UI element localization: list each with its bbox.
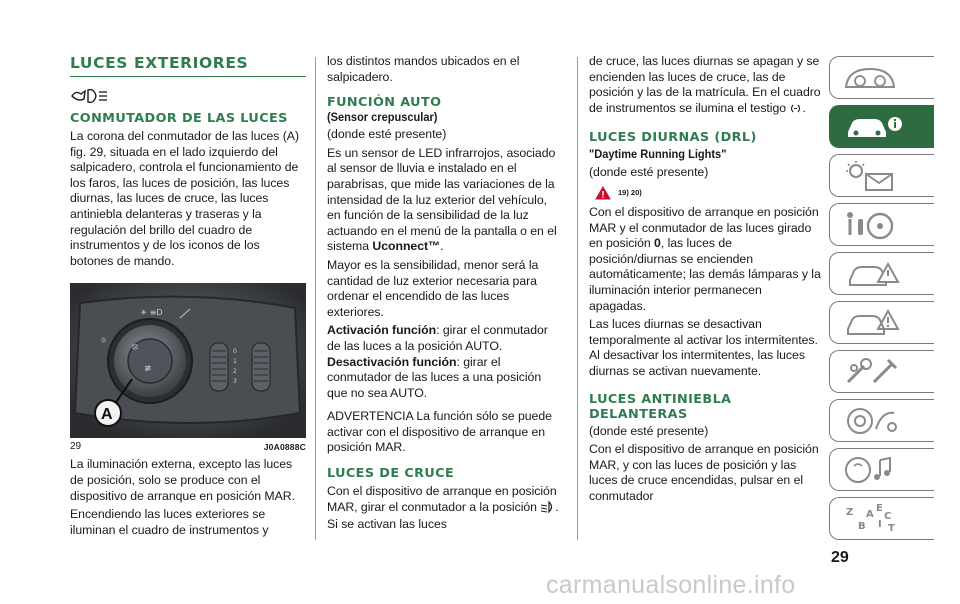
paragraph-iluminacion: La iluminación externa, excepto las luces de posición, solo se produce con el dispositivo de arranque en posición MAR. bbox=[70, 457, 295, 503]
column-divider-1 bbox=[315, 57, 316, 540]
svg-text:I: I bbox=[878, 518, 882, 530]
low-beam-icon bbox=[540, 501, 555, 518]
figure-number: 29 bbox=[70, 441, 82, 453]
paragraph-drl-2: Las luces diurnas se desactivan temporalmente al activar los intermitentes. Al desactivar los intermitentes, las luces diurnas se activan nuevamente. bbox=[589, 317, 818, 378]
paragraph-encendiendo: Encendiendo las luces exteriores se iluminan el cuadro de instrumentos y bbox=[70, 507, 269, 537]
warning-triangle-icon bbox=[842, 258, 902, 290]
light-switch-photo bbox=[70, 283, 306, 438]
technical-data-icon bbox=[842, 405, 898, 437]
availability-note-drl: (donde esté presente) bbox=[589, 165, 709, 180]
paragraph-cruce: Con el dispositivo de arranque en posición MAR, girar el conmutador a la posición . Si se activan las luces bbox=[327, 484, 559, 532]
paragraph-desactivacion: Desactivación función: girar el conmutador de las luces a una posición que no sea AUTO. bbox=[327, 354, 542, 400]
tab-technical-data[interactable] bbox=[829, 399, 934, 442]
service-tools-icon bbox=[842, 356, 898, 388]
svg-text:2: 2 bbox=[233, 368, 237, 376]
subtitle-drl: "Daytime Running Lights" bbox=[589, 147, 727, 162]
position-lights-icon bbox=[789, 103, 802, 119]
warning-triangle-icon bbox=[595, 186, 611, 200]
column-2 bbox=[327, 0, 563, 533]
column-divider-2 bbox=[577, 57, 578, 540]
multimedia-icon bbox=[842, 454, 898, 486]
safety-steering-icon bbox=[842, 209, 898, 241]
column-3 bbox=[589, 0, 821, 504]
subtitle-sensor: (Sensor crepuscular) bbox=[327, 110, 438, 125]
svg-text:E: E bbox=[876, 502, 883, 514]
svg-text:☀ ≡D: ☀ ≡D bbox=[140, 308, 163, 318]
figure-code: J0A0888C bbox=[263, 442, 306, 453]
continuation-paragraph-col3: de cruce, las luces diurnas se apagan y se encienden las luces de cruce, las de posición y las de la matrícula. En el cuadro de instrumentos se ilumina el testigo . bbox=[589, 54, 821, 118]
lights-messages-icon bbox=[842, 160, 898, 192]
car-info-icon bbox=[842, 112, 902, 142]
service-icon bbox=[70, 87, 306, 105]
section-title-fog-1: LUCES ANTINIEBLA bbox=[589, 391, 732, 407]
tab-index[interactable] bbox=[829, 497, 934, 540]
warning-reference-numbers: 19) 20) bbox=[618, 188, 642, 198]
svg-text:≢: ≢ bbox=[144, 364, 152, 375]
svg-text:B: B bbox=[858, 520, 866, 532]
tab-multimedia[interactable] bbox=[829, 448, 934, 491]
tab-dashboard[interactable] bbox=[829, 56, 934, 99]
callout-a: A bbox=[101, 406, 113, 424]
availability-note-fog: (donde esté presente) bbox=[589, 423, 709, 438]
availability-note: (donde esté presente) bbox=[327, 127, 447, 142]
dashboard-icon bbox=[842, 63, 898, 93]
svg-text:⦻: ⦻ bbox=[132, 342, 138, 353]
svg-text:3: 3 bbox=[233, 378, 237, 386]
paragraph-fog: Con el dispositivo de arranque en posición MAR, y con las luces de posición y las luces de cruce encendidas, pulsar en el conmutador bbox=[589, 442, 819, 503]
emergency-icon bbox=[842, 307, 902, 339]
svg-text:T: T bbox=[888, 522, 895, 534]
svg-text:☼: ☼ bbox=[100, 336, 108, 346]
section-title-auto: FUNCIÓN AUTO bbox=[327, 95, 442, 111]
svg-text:A: A bbox=[866, 508, 874, 520]
index-icon bbox=[842, 503, 898, 535]
svg-text:1: 1 bbox=[233, 358, 237, 366]
tab-emergency[interactable] bbox=[829, 301, 934, 344]
page-number: 29 bbox=[831, 549, 849, 566]
svg-text:Z: Z bbox=[846, 506, 854, 518]
tab-service-tools[interactable] bbox=[829, 350, 934, 393]
section-title-cruce: LUCES DE CRUCE bbox=[327, 466, 455, 482]
tab-lights-messages[interactable] bbox=[829, 154, 934, 197]
paragraph-drl-1: Con el dispositivo de arranque en posición MAR y el conmutador de las luces girado en posición 0, las luces de posición/diurnas se encienden automáticamente; las demás lámparas y la iluminación interior permanecen apagadas. bbox=[589, 204, 821, 313]
column-1 bbox=[70, 0, 306, 538]
paragraph-sensibilidad: Mayor es la sensibilidad, menor será la cantidad de luz exterior necesaria para ordenar el encendido de las luces exteriores. bbox=[327, 257, 539, 319]
uconnect-brand: Uconnect™ bbox=[372, 239, 441, 254]
section-title-drl: LUCES DIURNAS (DRL) bbox=[589, 130, 757, 146]
page-title: LUCES EXTERIORES bbox=[70, 54, 306, 77]
paragraph-activacion: Activación función: girar el conmutador de las luces a la posición AUTO. bbox=[327, 323, 548, 353]
warning-refs bbox=[595, 183, 821, 203]
tab-car-info[interactable] bbox=[829, 105, 934, 148]
continuation-paragraph: los distintos mandos ubicados en el salpicadero. bbox=[327, 54, 520, 84]
svg-text:C: C bbox=[884, 510, 892, 522]
chapter-sidebar bbox=[829, 56, 934, 546]
svg-text:0: 0 bbox=[233, 348, 237, 356]
paragraph-sensor: Es un sensor de LED infrarrojos, asociado al sensor de lluvia e instalado en el parabrisas, que mide las variaciones de la intensidad de la luz exterior del vehículo, en función de la sensibilidad de la luz actuando en el menú de la pantalla o en el sistema Uconnect™. bbox=[327, 145, 557, 254]
tab-warning[interactable] bbox=[829, 252, 934, 295]
watermark: carmanualsonline.info bbox=[546, 571, 796, 599]
section-title-fog-2: DELANTERAS bbox=[589, 406, 688, 422]
tab-safety-steering[interactable] bbox=[829, 203, 934, 246]
intro-paragraph: La corona del conmutador de las luces (A) fig. 29, situada en el lado izquierdo del salpicadero, controla el funcionamiento de los faros, las luces de posición, las luces diurnas, las luces de cruce, las luces antiniebla delanteras y traseras y la regulación del brillo del cuadro de instrumentos y de los iconos de los botones de mando. bbox=[70, 129, 299, 268]
warning-note: ADVERTENCIA La función sólo se puede activar con el dispositivo de arranque en posición MAR. bbox=[327, 409, 552, 455]
figure-caption bbox=[70, 441, 306, 452]
section-title-conmutador: CONMUTADOR DE LAS LUCES bbox=[70, 111, 288, 126]
